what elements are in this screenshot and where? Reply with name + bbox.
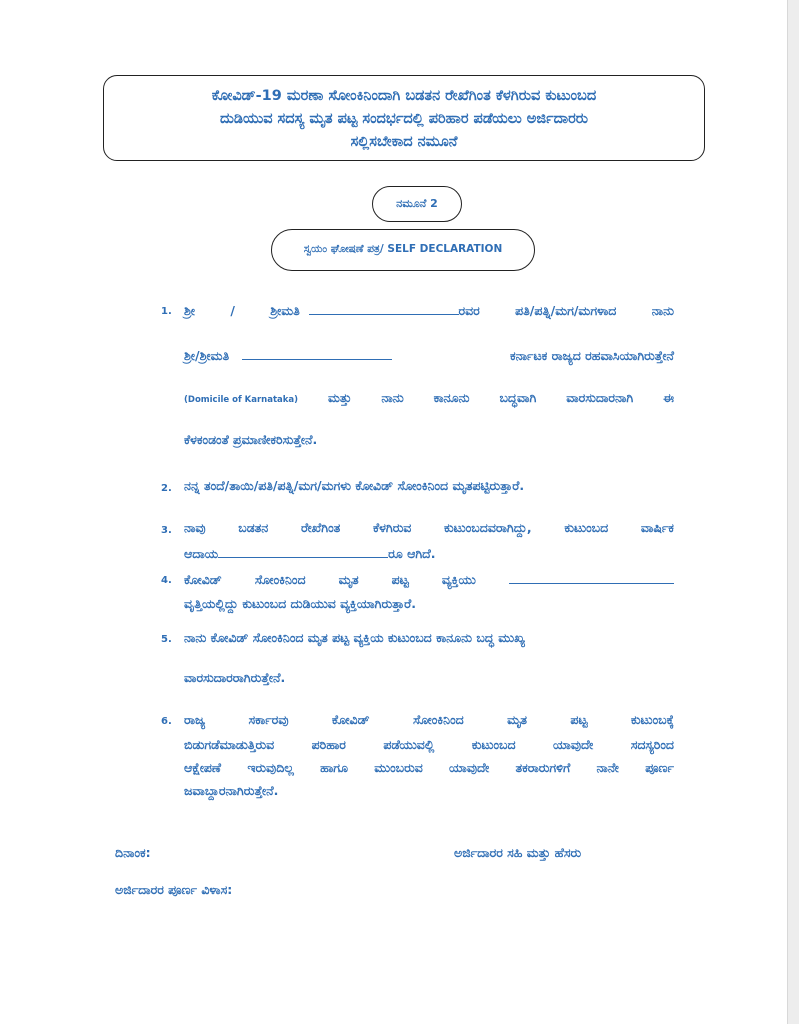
item-6-line-4: ಜವಾಬ್ದಾರನಾಗಿರುತ್ತೇನೆ. bbox=[184, 783, 279, 798]
text: ಆಕ್ಷೇಪಣೆ bbox=[184, 760, 222, 775]
declaration-heading: ಸ್ವಯಂ ಘೋಷಣೆ ಪತ್ರ/ SELF DECLARATION bbox=[271, 229, 535, 271]
text: ಸರ್ಕಾರವು bbox=[248, 712, 289, 727]
text: ನಾವು bbox=[184, 520, 206, 535]
applicant-name-line bbox=[184, 347, 392, 364]
text: ಬದ್ಧವಾಗಿ bbox=[499, 390, 537, 405]
item-1-line-4: ಕೆಳಕಂಡಂತೆ ಪ್ರಮಾಣೀಕರಿಸುತ್ತೇನೆ. bbox=[184, 432, 318, 447]
title-line-1: ಕೋವಿಡ್-19 ಮರಣಾ ಸೋಂಕಿನಿಂದಾಗಿ ಬಡತನ ರೇಖೆಗಿಂತ ಕೆಳಗಿರುವ ಕುಟುಂಬದ bbox=[211, 88, 597, 104]
item-4-line-2: ವೃತ್ತಿಯಲ್ಲಿದ್ದು ಕುಟುಂಬದ ದುಡಿಯುವ ವ್ಯಕ್ತಿಯಾಗಿರುತ್ತಾರೆ. bbox=[184, 596, 417, 611]
text: ಮತ್ತು bbox=[327, 390, 352, 405]
text: ಪೂರ್ಣ bbox=[645, 760, 674, 775]
item-5-line-2: ವಾರಸುದಾರರಾಗಿರುತ್ತೇನೆ. bbox=[184, 670, 286, 685]
address-label: ಅರ್ಜಿದಾರರ ಪೂರ್ಣ ವಿಳಾಸ: bbox=[115, 882, 233, 897]
item-number-3: 3. bbox=[161, 525, 172, 536]
text: ಕೆಳಗಿರುವ bbox=[372, 520, 412, 535]
text: / bbox=[230, 303, 235, 318]
item-3-line-2 bbox=[184, 545, 674, 562]
item-6-line-1 bbox=[184, 712, 674, 728]
text: ಯಾವುದೇ bbox=[449, 760, 490, 775]
text: ಯಾವುದೇ bbox=[553, 737, 594, 752]
text: ಮೃತ bbox=[338, 572, 359, 587]
item-number-6: 6. bbox=[161, 716, 172, 727]
text: ಪಡೆಯುವಲ್ಲಿ bbox=[383, 737, 435, 752]
text: ರೇಖೆಗಿಂತ bbox=[300, 520, 341, 535]
text: ಕರ್ನಾಟಕ ರಾಜ್ಯದ ರಹವಾಸಿಯಾಗಿರುತ್ತೇನೆ bbox=[510, 348, 674, 363]
text: ಕುಟುಂಬದ bbox=[471, 737, 516, 752]
text: ವ್ಯಕ್ತಿಯು bbox=[441, 572, 476, 587]
item-6-line-2 bbox=[184, 737, 674, 753]
text: ತಕರಾರುಗಳಿಗೆ bbox=[515, 760, 571, 775]
text: ಆದಾಯ bbox=[184, 546, 219, 561]
text: ಕುಟುಂಬದ bbox=[564, 520, 609, 535]
income-blank-field bbox=[218, 545, 388, 558]
page-edge bbox=[787, 0, 799, 1024]
text: ಕುಟುಂಬಕ್ಕೆ bbox=[630, 712, 674, 727]
item-1-line-3 bbox=[184, 390, 674, 406]
text: ಶ್ರೀಮತಿ bbox=[270, 303, 300, 318]
text: ಶ್ರೀ bbox=[184, 303, 196, 318]
text: ಬಿಡುಗಡೆಮಾಡುತ್ತಿರುವ bbox=[184, 737, 275, 752]
item-number-4: 4. bbox=[161, 575, 172, 586]
item-1-line-2 bbox=[184, 347, 674, 364]
text: ಸದಸ್ಯರಿಂದ bbox=[630, 737, 674, 752]
text: ಹಾಗೂ bbox=[320, 760, 348, 775]
text: ನಾನು bbox=[381, 390, 404, 405]
item-3-line-1 bbox=[184, 520, 674, 536]
title-box bbox=[103, 75, 705, 161]
text: ಪಟ್ಟ bbox=[570, 712, 588, 727]
item-2-text: ನನ್ನ ತಂದೆ/ತಾಯಿ/ಪತಿ/ಪತ್ನಿ/ಮಗ/ಮಗಳು ಕೋವಿಡ್ ಸೋಂಕಿನಿಂದ ಮೃತಪಟ್ಟಿರುತ್ತಾರೆ. bbox=[184, 478, 525, 493]
date-label: ದಿನಾಂಕ: bbox=[115, 845, 151, 860]
text: ವಾರ್ಷಿಕ bbox=[640, 520, 674, 535]
title-line-2: ದುಡಿಯುವ ಸದಸ್ಯ ಮೃತ ಪಟ್ಟ ಸಂದರ್ಭದಲ್ಲಿ ಪರಿಹಾರ ಪಡೆಯಲು ಅರ್ಜಿದಾರರು bbox=[219, 111, 589, 127]
text: ವಾರಸುದಾರನಾಗಿ bbox=[566, 390, 634, 405]
text: ರೂ ಆಗಿದೆ. bbox=[388, 546, 436, 561]
item-number-5: 5. bbox=[161, 634, 172, 645]
blank-field bbox=[309, 302, 459, 315]
item-4-line-1 bbox=[184, 571, 674, 588]
text: ಬಡತನ bbox=[238, 520, 269, 535]
name-blank-line bbox=[270, 302, 480, 319]
text: ಈ bbox=[663, 390, 674, 405]
item-5-line-1: ನಾನು ಕೋವಿಡ್ ಸೋಂಕಿನಿಂದ ಮೃತ ಪಟ್ಟ ವ್ಯಕ್ತಿಯ ಕುಟುಂಬದ ಕಾನೂನು ಬದ್ಧ ಮುಖ್ಯ bbox=[184, 630, 525, 645]
text: ಕುಟುಂಬದವರಾಗಿದ್ದು, bbox=[444, 520, 532, 535]
text: ಕೋವಿಡ್ bbox=[184, 572, 222, 587]
text: ನಾನು bbox=[651, 303, 674, 318]
domicile-text: (Domicile of Karnataka) bbox=[184, 395, 299, 405]
item-1-line-1 bbox=[184, 302, 674, 319]
item-6-line-3 bbox=[184, 760, 674, 776]
text: ಶ್ರೀ/ಶ್ರೀಮತಿ bbox=[184, 348, 230, 363]
text: ಸೋಂಕಿನಿಂದ bbox=[413, 712, 464, 727]
form-number-badge: ನಮೂನೆ 2 bbox=[372, 186, 462, 222]
text: ಕಾನೂನು bbox=[433, 390, 470, 405]
signature-label: ಅರ್ಜಿದಾರರ ಸಹಿ ಮತ್ತು ಹೆಸರು bbox=[454, 845, 582, 860]
item-number-2: 2. bbox=[161, 483, 172, 494]
text: ಪಟ್ಟ bbox=[391, 572, 409, 587]
blank-field bbox=[242, 347, 392, 360]
text: ಇರುವುದಿಲ್ಲ bbox=[247, 760, 294, 775]
item-number-1: 1. bbox=[161, 306, 172, 317]
text: ಮುಂಬರುವ bbox=[374, 760, 423, 775]
text: ಮೃತ bbox=[507, 712, 528, 727]
text: ಪರಿಹಾರ bbox=[311, 737, 346, 752]
text: ಕೋವಿಡ್ bbox=[331, 712, 370, 727]
title-line-3: ಸಲ್ಲಿಸಬೇಕಾದ ನಮೂನೆ bbox=[350, 134, 458, 150]
text: ರವರ bbox=[458, 303, 480, 318]
text: ಸೋಂಕಿನಿಂದ bbox=[254, 572, 306, 587]
occupation-blank-field bbox=[509, 571, 674, 584]
text: ಪತಿ/ಪತ್ನಿ/ಮಗ/ಮಗಳಾದ bbox=[515, 303, 617, 318]
text: ನಾನೇ bbox=[596, 760, 619, 775]
text: ರಾಜ್ಯ bbox=[184, 712, 206, 727]
